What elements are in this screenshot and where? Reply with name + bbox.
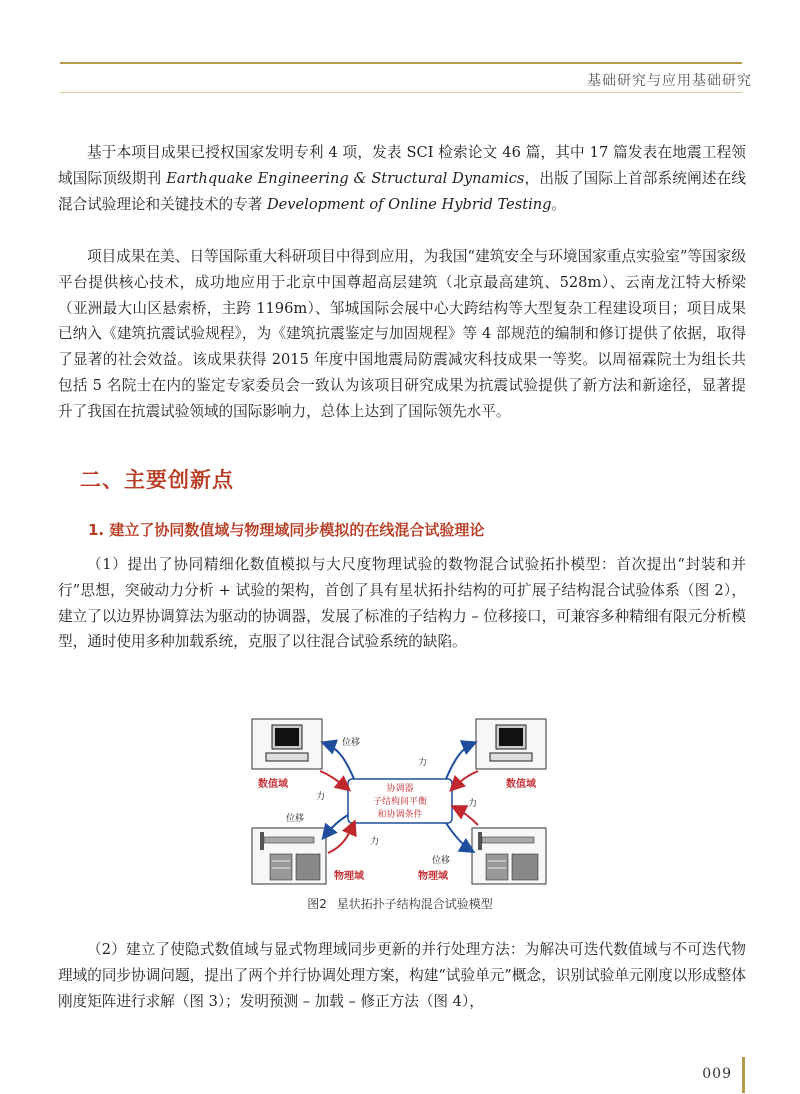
paragraph-parallel-method-text: （2）建立了使隐式数值域与显式物理域同步更新的并行处理方法：为解决可迭代数值域与不可迭代物理域的同步协调问题，提出了两个并行协调处理方案，构建“试验单元”概念，识别试验单元刚度以形成整体刚度矩阵进行求解（图 3）；发明预测 – 加载 – 修正方法（图 4）， <box>58 941 746 1010</box>
paragraph-applications-text: 项目成果在美、日等国际重大科研项目中得到应用，为我国“建筑安全与环境国家重点实验室”等国家级平台提供核心技术，成功地应用于北京中国尊超高层建筑（北京最高建筑、528m）、云南龙江特大桥梁（亚洲最大山区悬索桥，主跨 1196m）、邹城国际会展中心大跨结构等大型复杂工程建设项目；项目成果已纳入《建筑抗震试验规程》，为《建筑抗震鉴定与加固规程》等 4 部规范的编制和修订提供了依据，取得了显著的社会效益。该成果获得 2015 年度中国地震局防震减灾科技成果一等奖。以周福霖院士为组长共包括 5 名院士在内的鉴定专家委员会一致认为该项目研究成果为抗震试验提供了新方法和新途径，显著提升了我国在抗震试验领域的国际影响力，总体上达到了国际领先水平。 <box>58 248 746 420</box>
label-force-bottom-left: 力 <box>370 837 380 847</box>
figure-caption-number: 图2 <box>307 897 327 911</box>
paragraph-parallel-method <box>58 937 746 1014</box>
paragraph-applications <box>58 244 746 425</box>
label-force-top-left: 力 <box>316 792 326 802</box>
figure-caption <box>0 895 800 912</box>
computer-icon <box>490 725 532 761</box>
p1-line2-prefix: 地震工程领域国际顶级期刊 <box>58 144 746 187</box>
journal-title: Earthquake Engineering & Structural Dynamics <box>166 169 525 187</box>
header-rule <box>60 62 742 64</box>
label-force-bottom-right: 力 <box>468 799 478 809</box>
paragraph-publications <box>58 140 746 217</box>
numeric-domain-label-right: 数值域 <box>506 779 536 790</box>
label-displacement-bottom-right: 位移 <box>432 856 451 866</box>
figure-star-topology <box>250 713 550 893</box>
label-force-top-right: 力 <box>418 758 428 768</box>
arrow-force-top-right <box>452 771 478 789</box>
numeric-domain-top-left <box>252 719 322 790</box>
numeric-domain-top-right <box>476 719 546 790</box>
book-title: Development of Online Hybrid Testing <box>266 195 552 213</box>
physical-domain-label-left: 物理域 <box>334 871 364 882</box>
p1-line3-suffix: 。 <box>551 195 567 213</box>
paragraph-topology-model-text: （1）提出了协同精细化数值模拟与大尺度物理试验的数物混合试验拓扑模型：首次提出“封装和并行”思想，突破动力分析 + 试验的架构，首创了具有星状拓扑结构的可扩展子结构混合试验体系（图 2），建立了以边界协调算法为驱动的协调器，发展了标准的子结构力 – 位移接口，可兼容多种精细有限元分析模型，通时使用多种加载系统，克服了以往混合试验系统的缺陷。 <box>58 556 746 651</box>
paragraph-publications-text <box>58 140 746 217</box>
numeric-domain-label-left: 数值域 <box>258 779 288 790</box>
arrow-displacement-bottom-right <box>446 823 472 851</box>
header-divider <box>60 92 742 93</box>
coordinator-title: 协调器 <box>386 784 414 794</box>
computer-icon <box>266 725 308 761</box>
figure-caption-text: 星状拓扑子结构混合试验模型 <box>336 897 493 911</box>
label-displacement-bottom-left: 位移 <box>286 814 305 824</box>
coordinator-box <box>348 779 452 823</box>
arrow-displacement-top-left <box>324 743 354 779</box>
paragraph-topology-model <box>58 552 746 655</box>
arrow-displacement-top-right <box>446 743 474 779</box>
arrow-displacement-bottom-left <box>324 815 348 837</box>
physical-domain-label-right: 物理域 <box>418 871 448 882</box>
coordinator-line3: 和协调条件 <box>377 810 423 820</box>
running-header: 基础研究与应用基础研究 <box>587 73 752 89</box>
p1-line3-prefix: 部系统阐述在线混合试验理论和关键技术的专著 <box>58 169 746 213</box>
page-number: 009 <box>702 1066 732 1082</box>
p1-line1: 基于本项目成果已授权国家发明专利 4 项，发表 SCI 检索论文 46 篇，其中 17 篇发表在 <box>87 144 673 161</box>
star-topology-diagram <box>250 713 550 893</box>
actuator-icon <box>478 832 538 880</box>
label-displacement-top-left: 位移 <box>342 738 361 748</box>
arrow-force-top-left <box>320 771 348 789</box>
footer-rule <box>742 1057 745 1093</box>
p1-line2-suffix: ，出版了国际上首 <box>524 169 643 187</box>
section-heading: 二、主要创新点 <box>80 468 234 492</box>
arrow-force-bottom-right <box>454 807 478 825</box>
coordinator-line2: 子结构间平衡 <box>372 797 428 807</box>
subsection-heading: 1. 建立了协同数值域与物理域同步模拟的在线混合试验理论 <box>88 521 485 539</box>
